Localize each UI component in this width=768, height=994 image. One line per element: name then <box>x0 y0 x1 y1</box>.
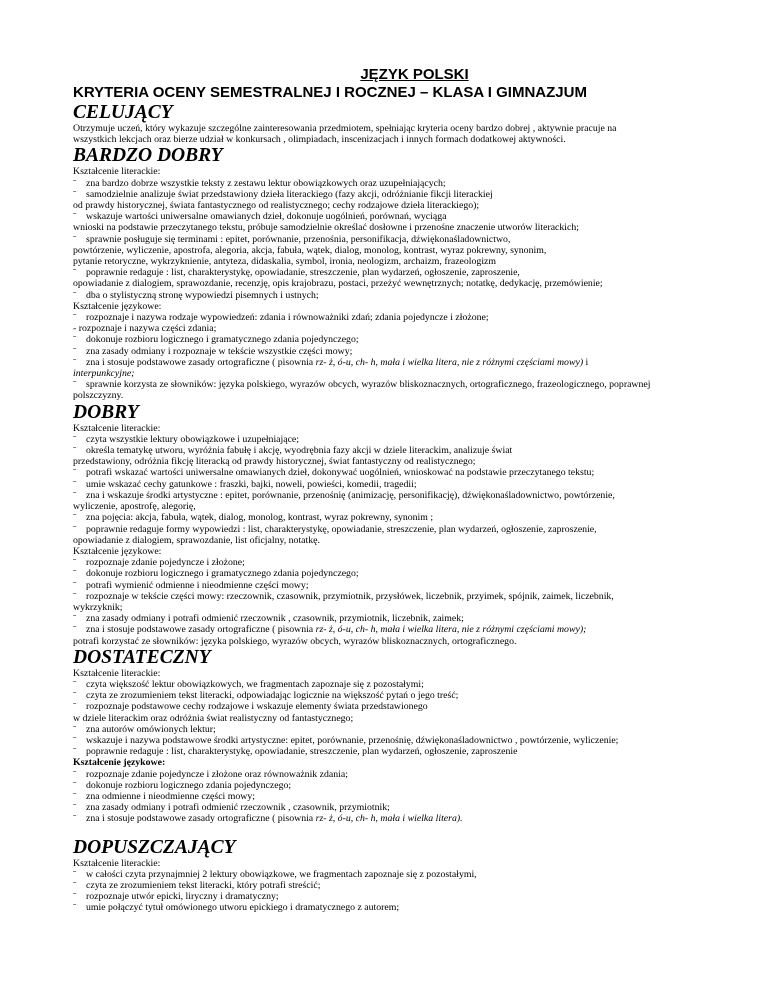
list-item: ˉ rozpoznaje i nazywa rodzaje wypowiedzeń: zdania i równoważniki zdań; zdania pojedyncze i złożone; <box>73 312 713 323</box>
list-item: ˉ potrafi wymienić odmienne i nieodmienne części mowy; <box>73 580 713 591</box>
list-item: ˉ zna bardzo dobrze wszystkie teksty z zestawu lektur obowiązkowych oraz uzupełniających; <box>73 178 713 189</box>
list-item: ˉ dokonuje rozbioru logicznego zdania pojedynczego; <box>73 780 713 791</box>
document-page <box>73 66 713 914</box>
grade-heading-bardzo-dobry: BARDZO DOBRY <box>73 145 223 167</box>
list-item: ˉ poprawnie redaguje : list, charakterystykę, opowiadanie, streszczenie, plan wydarzeń, ogłoszenie, zaproszenie, <box>73 267 713 278</box>
italic-span: rz- ż, ó-u, ch- h, mała i wielka litera). <box>315 813 463 825</box>
text-line: pytanie retoryczne, wykrzyknienie, antyteza, didaskalia, symbol, ironia, neologizm, archaizm, frazeologizm <box>73 256 497 268</box>
text-span: zna i stosuje podstawowe zasady ortograficzne ( pisownia <box>86 624 316 636</box>
subsection-label: Kształcenie literackie: <box>73 422 161 434</box>
list-item: ˉ potrafi wskazać wartości uniwersalne omawianych dzieł, dokonywać uogólnień, wnioskować na podstawie przeczytanego tekstu; <box>73 467 713 478</box>
subsection-label: Kształcenie językowe: <box>73 757 166 769</box>
list-item: ˉ zna pojęcia: akcja, fabuła, wątek, dialog, monolog, kontrast, wyraz pokrewny, synonim ; <box>73 512 713 523</box>
list-item: - rozpoznaje i nazywa części zdania; <box>73 323 217 335</box>
text-line: powtórzenie, wyliczenie, apostrofa, alegoria, akcja, fabuła, wątek, dialog, monolog, kontrast, wyraz pokrewny, synonim, <box>73 244 547 256</box>
list-item: ˉ rozpoznaje zdanie pojedyncze i złożone; <box>73 557 713 568</box>
subsection-label: Kształcenie literackie: <box>73 166 161 178</box>
list-item: ˉ czyta ze zrozumieniem tekst literacki, odpowiadając logicznie na większość pytań o jego treść; <box>73 690 713 701</box>
list-item: ˉ zna zasady odmiany i rozpoznaje w tekście wszystkie części mowy; <box>73 346 713 357</box>
list-item: ˉ rozpoznaje w tekście części mowy: rzeczownik, czasownik, przymiotnik, przysłówek, liczebnik, przyimek, spójnik, zaimek, liczebnik, <box>73 591 713 602</box>
subsection-label: Kształcenie literackie: <box>73 857 161 869</box>
text-line: wyliczenie, apostrofę, alegorię, <box>73 501 196 513</box>
list-item <box>73 624 713 635</box>
subsection-label: Kształcenie językowe: <box>73 545 162 557</box>
text-line: polszczyzny. <box>73 390 124 402</box>
grade-heading-dobry: DOBRY <box>73 401 139 423</box>
text-line: potrafi korzystać ze słowników: języka polskiego, wyrazów obcych, wyrazów bliskoznacznych, ortograficznego. <box>73 635 517 647</box>
text-line: od prawdy historycznej, świata fantastycznego od realistycznego; cechy rodzajowe dzieła literackiego); <box>73 200 480 212</box>
text-span: zna i stosuje podstawowe zasady ortograficzne ( pisownia <box>86 356 316 368</box>
list-item: ˉ rozpoznaje podstawowe cechy rodzajowe i wskazuje elementy świata przedstawionego <box>73 701 713 712</box>
text-line: opowiadanie z dialogiem, sprawozdanie, recenzję, opis krajobrazu, postaci, przeżyć wewnętrznych; notatkę, dedykację, przemówienie; <box>73 278 603 290</box>
list-item: ˉ rozpoznaje utwór epicki, liryczny i dramatyczny; <box>73 891 713 902</box>
list-item: ˉ dba o stylistyczną stronę wypowiedzi pisemnych i ustnych; <box>73 290 713 301</box>
text-line: wykrzyknik; <box>73 601 123 613</box>
document-title: JĘZYK POLSKI <box>360 66 469 83</box>
text-line: w dziele literackim oraz odróżnia świat realistyczny od fantastycznego; <box>73 712 354 724</box>
list-item: ˉ sprawnie posługuje się terminami : epitet, porównanie, przenośnia, personifikacja, dźwiękonaśladownictwo, <box>73 234 713 245</box>
text-line: przedstawiony, odróżnia fikcję literacką od prawdy historycznej, świat fantastyczny od realistycznego; <box>73 456 476 468</box>
list-item: ˉ zna i wskazuje środki artystyczne : epitet, porównanie, przenośnię (animizację, personifikację), dźwiękonaśladownictwo, powtórzenie, <box>73 490 713 501</box>
text-line: interpunkcyjne; <box>73 368 135 380</box>
list-item: ˉ samodzielnie analizuje świat przedstawiony dzieła literackiego (fazy akcji, odróżnianie fikcji literackiej <box>73 189 713 200</box>
text-span: zna i stosuje podstawowe zasady ortograficzne ( pisownia <box>86 813 316 825</box>
list-item: ˉ poprawnie redaguje : list, charakterystykę, opowiadanie, streszczenie, plan wydarzeń, ogłoszenie, zaproszenie <box>73 746 713 757</box>
grade-heading-dostateczny: DOSTATECZNY <box>73 646 211 668</box>
text-line: opowiadanie z dialogiem, sprawozdanie, list oficjalny, notatkę. <box>73 534 320 546</box>
list-item: ˉ określa tematykę utworu, wyróżnia fabułę i akcję, wyodrębnia fazy akcji w dziele literackim, analizuje świat <box>73 445 713 456</box>
subsection-label: Kształcenie językowe: <box>73 300 162 312</box>
subsection-label: Kształcenie literackie: <box>73 667 161 679</box>
text-line: wnioski na podstawie przeczytanego tekstu, próbuje samodzielnie określać dosłowne i przenośne znaczenie utworów literackich; <box>73 222 579 234</box>
list-item: ˉ wskazuje i nazywa podstawowe środki artystyczne: epitet, porównanie, przenośnię, dźwiękonaśladownictwo , powtórzenie, wyliczenie; <box>73 735 713 746</box>
italic-span: rz- ż, ó-u, ch- h, mała i wielka litera, nie z różnymi częściami mowy) <box>315 356 584 368</box>
list-item: ˉ sprawnie korzysta ze słowników: języka polskiego, wyrazów obcych, wyrazów bliskoznacznych, ortograficznego, frazeologicznego, poprawnej <box>73 379 713 390</box>
grade-heading-celujacy: CELUJĄCY <box>73 102 173 123</box>
list-item: ˉ umie połączyć tytuł omówionego utworu epickiego i dramatycznego z autorem; <box>73 902 713 913</box>
italic-span: rz- ż, ó-u, ch- h, mała i wielka litera, nie z różnymi częściami mowy); <box>315 624 587 636</box>
spacer <box>73 825 713 837</box>
list-item: ˉ czyta większość lektur obowiązkowych, we fragmentach zapoznaje się z pozostałymi; <box>73 679 713 690</box>
list-item: ˉ czyta ze zrozumieniem tekst literacki, który potrafi streścić; <box>73 880 713 891</box>
list-item: ˉ rozpoznaje zdanie pojedyncze i złożone oraz równoważnik zdania; <box>73 769 713 780</box>
list-item: ˉ zna autorów omówionych lektur; <box>73 724 713 735</box>
list-item: ˉ czyta wszystkie lektury obowiązkowe i uzupełniające; <box>73 434 713 445</box>
list-item: ˉ zna odmienne i nieodmienne części mowy; <box>73 791 713 802</box>
text-line: Otrzymuje uczeń, który wykazuje szczególne zainteresowania przedmiotem, spełniając kryteria oceny bardzo dobrej , aktywnie pracuje na <box>73 123 617 134</box>
text-line: wszystkich lekcjach oraz bierze udział w konkursach , olimpiadach, inscenizacjach i innych formach dodatkowej aktywności. <box>73 134 566 146</box>
list-item: ˉ umie wskazać cechy gatunkowe : fraszki, bajki, noweli, powieści, komedii, tragedii; <box>73 479 713 490</box>
list-item: ˉ wskazuje wartości uniwersalne omawianych dzieł, dokonuje uogólnień, porównań, wyciąga <box>73 211 713 222</box>
list-item: ˉ dokonuje rozbioru logicznego i gramatycznego zdania pojedynczego; <box>73 568 713 579</box>
list-item: ˉ poprawnie redaguje formy wypowiedzi : list, charakterystykę, opowiadanie, streszczenie, plan wydarzeń, ogłoszenie, zaproszenie, <box>73 524 713 535</box>
document-subtitle: KRYTERIA OCENY SEMESTRALNEJ I ROCZNEJ – KLASA I GIMNAZJUM <box>73 84 587 101</box>
list-item: ˉ w całości czyta przynajmniej 2 lektury obowiązkowe, we fragmentach zapoznaje się z pozostałymi, <box>73 869 713 880</box>
grade-heading-dopuszczajacy: DOPUSZCZAJĄCY <box>73 836 236 858</box>
list-item <box>73 813 713 824</box>
text-span: i <box>583 356 589 368</box>
list-item: ˉ zna zasady odmiany i potrafi odmienić rzeczownik , czasownik, przymiotnik, liczebnik, zaimek; <box>73 613 713 624</box>
list-item: ˉ zna zasady odmiany i potrafi odmienić rzeczownik , czasownik, przymiotnik; <box>73 802 713 813</box>
list-item <box>73 357 713 368</box>
list-item: ˉ dokonuje rozbioru logicznego i gramatycznego zdania pojedynczego; <box>73 334 713 345</box>
